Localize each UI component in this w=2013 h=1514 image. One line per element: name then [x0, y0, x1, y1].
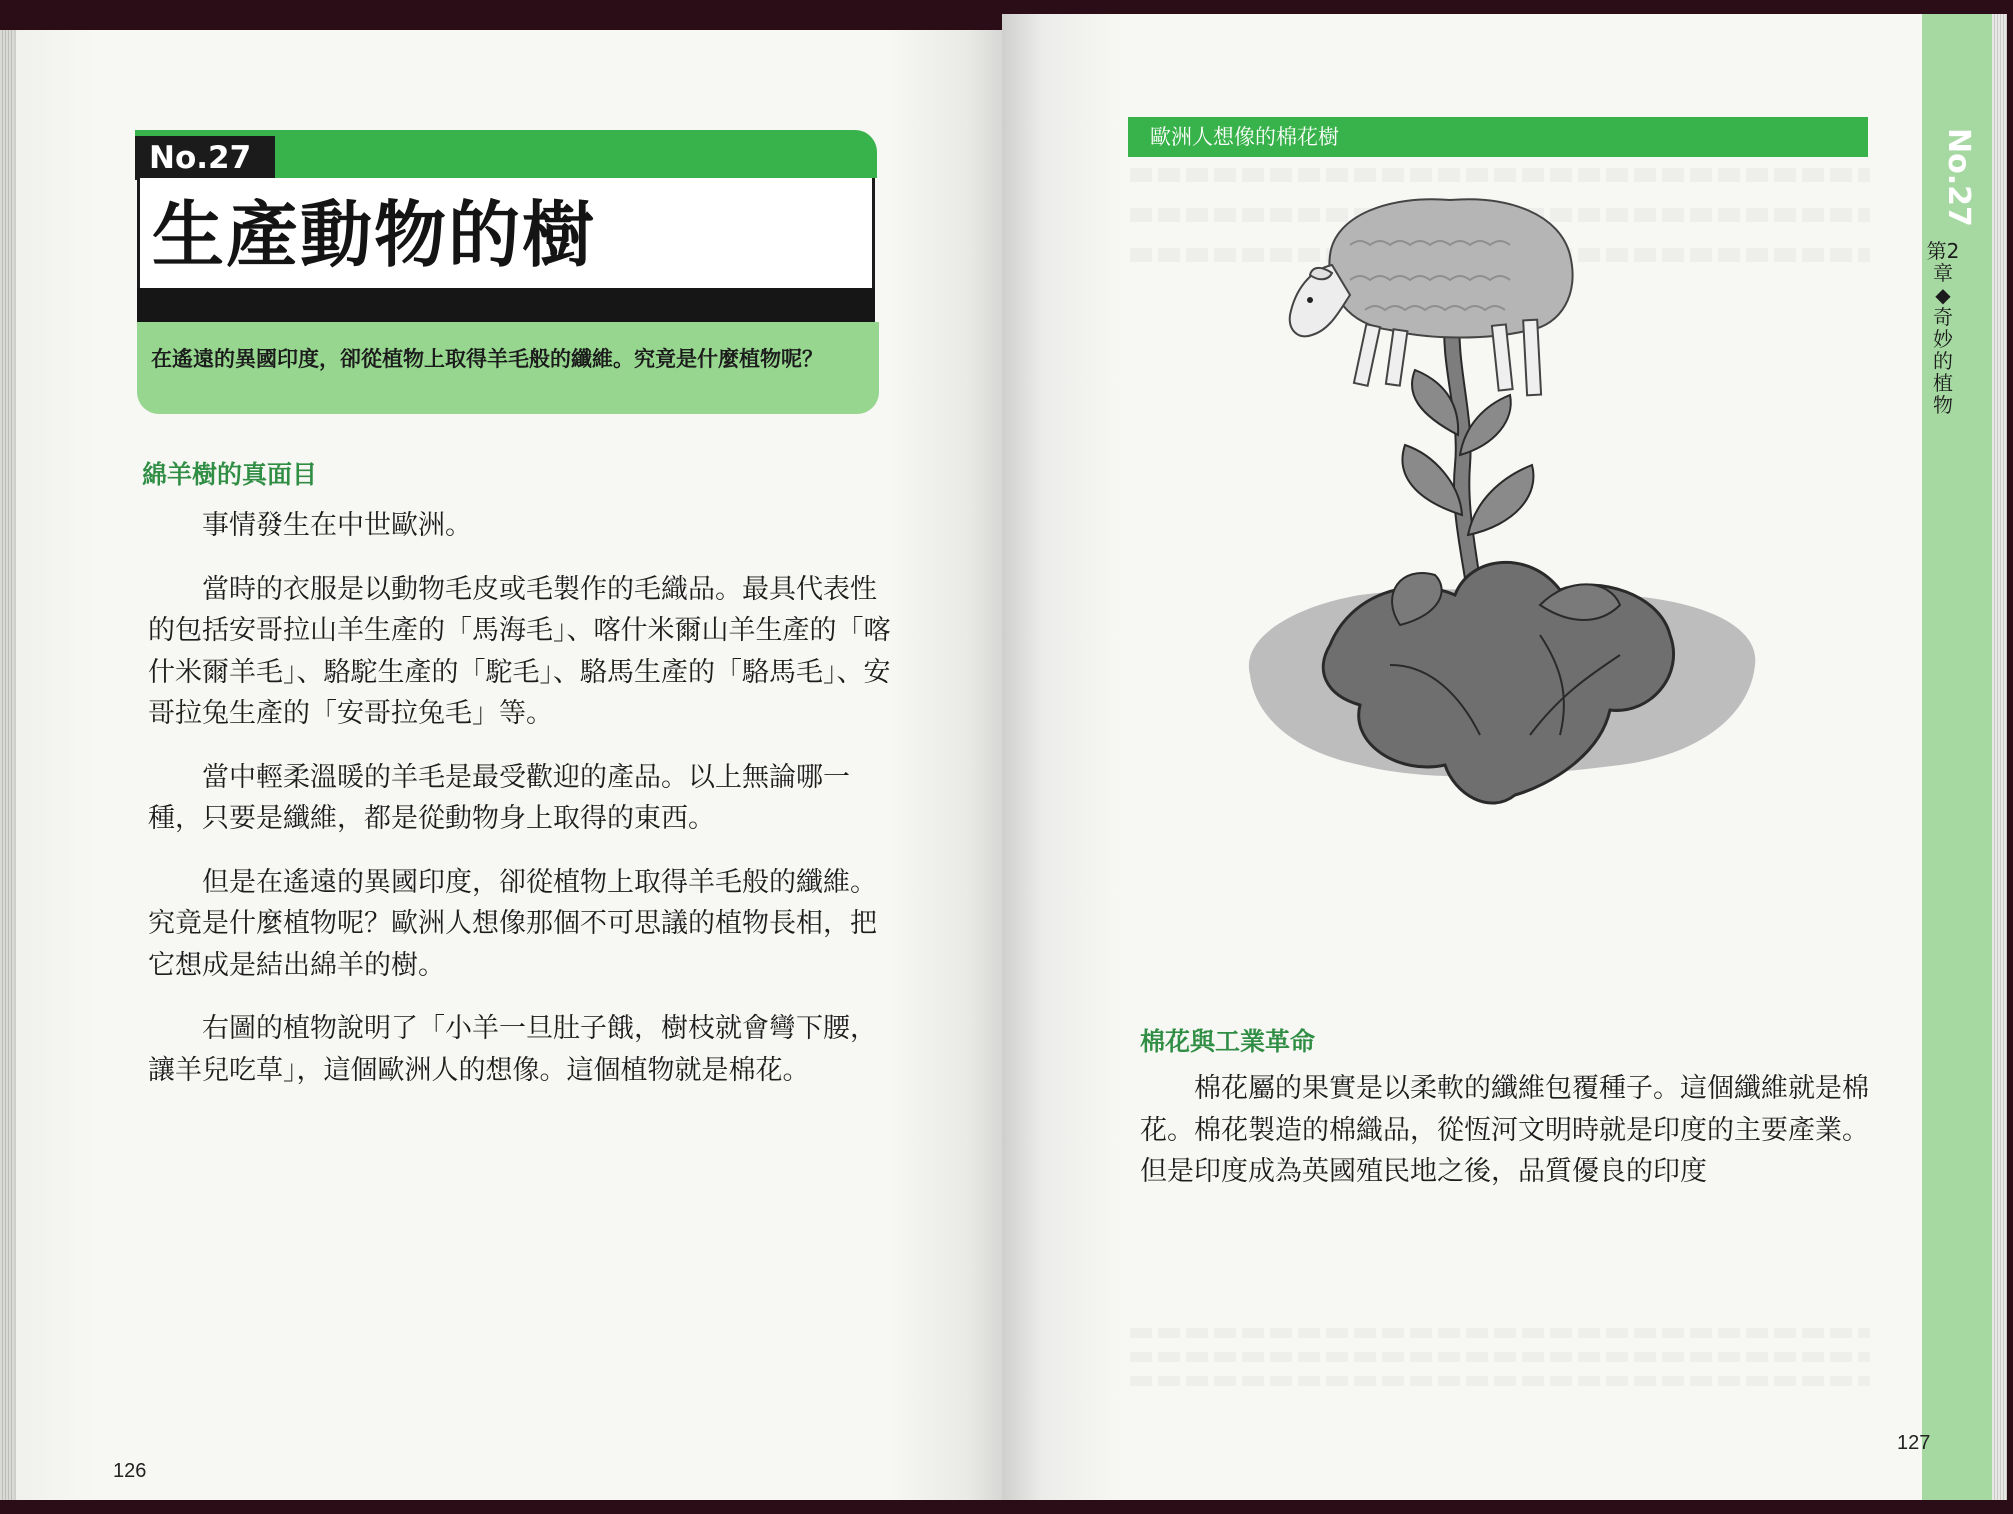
paragraph: 棉花屬的果實是以柔軟的纖維包覆種子。這個纖維就是棉花。棉花製造的棉織品，從恆河文明時就是印度的主要產業。但是印度成為英國殖民地之後，品質優良的印度: [1140, 1073, 1869, 1187]
left-page-edges: [0, 30, 14, 1500]
left-body-text: [148, 505, 894, 1113]
paragraph: 當時的衣服是以動物毛皮或毛製作的毛織品。最具代表性的包括安哥拉山羊生產的「馬海毛」、喀什米爾山羊生產的「喀什米爾羊毛」、駱駝生產的「駝毛」、駱馬生產的「駱馬毛」、安哥拉兔生產的「安哥拉兔毛」等。: [148, 573, 891, 729]
paragraph: 右圖的植物說明了「小羊一旦肚子餓，樹枝就會彎下腰，讓羊兒吃草」，這個歐洲人的想像。這個植物就是棉花。: [148, 1013, 877, 1086]
show-through-text: [1130, 1328, 1870, 1338]
sheep-leg: [1354, 324, 1380, 386]
right-body-text: [1140, 1068, 1886, 1215]
chapter-side-tab: [1922, 14, 1992, 1500]
section-heading-cotton: 棉花與工業革命: [1140, 1027, 1316, 1056]
article-number: No.27: [135, 136, 275, 180]
figure-caption: 歐洲人想像的棉花樹: [1128, 117, 1868, 157]
show-through-text: [1130, 168, 1870, 182]
sheep-leg: [1523, 320, 1541, 396]
side-tab-chapter: 第2章◆奇妙的植物: [1926, 239, 1960, 417]
leaf: [1402, 445, 1462, 515]
title-divider-bar: [137, 288, 875, 322]
page-title: 生產動物的樹: [152, 193, 597, 277]
leaf: [1468, 465, 1533, 535]
sheep-body: [1329, 199, 1572, 337]
page-number-left: 126: [113, 1460, 147, 1482]
sheep-leg: [1386, 329, 1408, 385]
page-number-right: 127: [1897, 1432, 1931, 1454]
show-through-text: [1130, 1376, 1870, 1386]
side-tab-number: No.27: [1941, 128, 1976, 227]
right-page-edges: [1992, 14, 2007, 1500]
paragraph: 但是在遙遠的異國印度，卻從植物上取得羊毛般的纖維。究竟是什麼植物呢？歐洲人想像那個不可思議的植物長相，把它想成是結出綿羊的樹。: [148, 866, 877, 981]
show-through-text: [1130, 1352, 1870, 1362]
paragraph: 當中輕柔溫暖的羊毛是最受歡迎的產品。以上無論哪一種，只要是纖維，都是從動物身上取得的東西。: [148, 761, 850, 834]
section-heading-sheep-tree: 綿羊樹的真面目: [142, 460, 318, 489]
summary-text: 在遙遠的異國印度，卻從植物上取得羊毛般的纖維。究竟是什麼植物呢？: [151, 347, 823, 371]
summary-box: [137, 322, 879, 414]
sheep-eye: [1307, 297, 1313, 303]
sheep-tree-illustration: [1240, 195, 1780, 835]
paragraph: 事情發生在中世歐洲。: [202, 510, 472, 541]
